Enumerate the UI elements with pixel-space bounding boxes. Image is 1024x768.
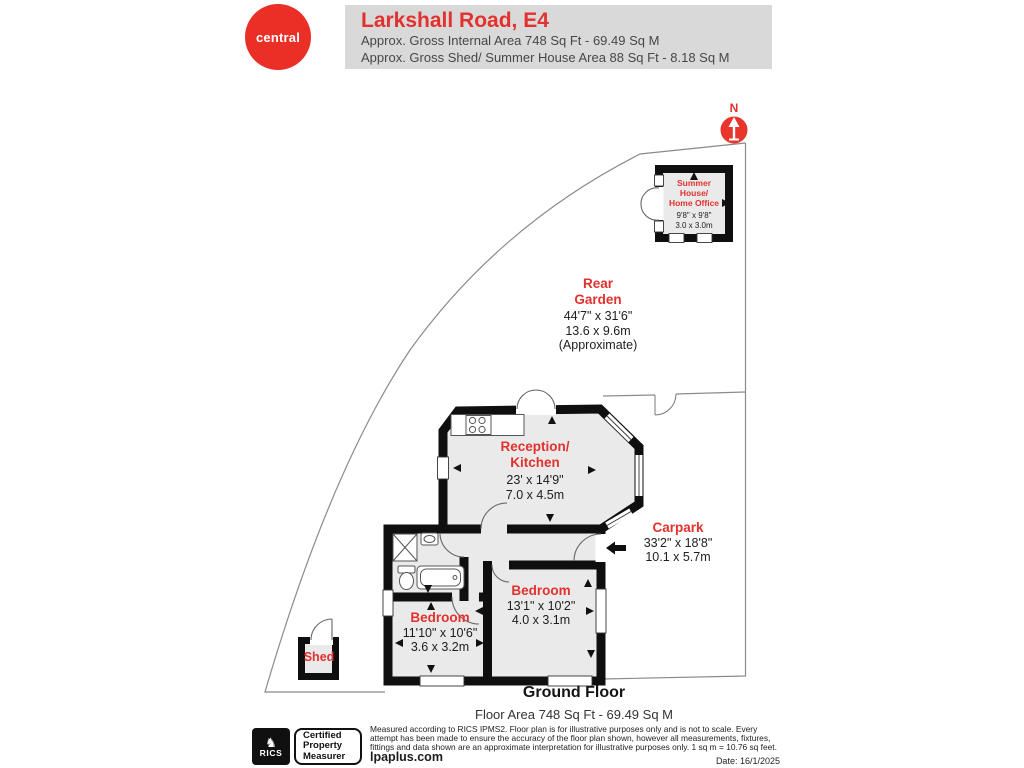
summer-house-window (697, 234, 712, 243)
header-logo (245, 4, 311, 70)
shed-door-gap (310, 635, 333, 645)
room-label-carpark: Carpark 33'2" x 18'8" 10.1 x 5.7m (643, 520, 713, 564)
certified-measurer-badge: Certified Property Measurer (294, 728, 362, 765)
summer-house-window (655, 221, 664, 232)
summer-house-window (655, 175, 664, 186)
rics-wordmark: RICS (259, 747, 283, 758)
date-text: Date: 16/1/2025 (715, 756, 780, 766)
area-line-2: Approx. Gross Shed/ Summer House Area 88 Sq Ft - 8.18 Sq M (361, 49, 730, 65)
toilet-icon (398, 566, 415, 573)
floor-area-text: Floor Area 748 Sq Ft - 69.49 Sq M (475, 707, 673, 722)
website-text: lpaplus.com (370, 750, 443, 764)
entrance-door-gap (596, 534, 607, 562)
page-title: Larkshall Road, E4 (361, 9, 549, 32)
kitchen-counter (451, 415, 524, 436)
rics-logo (252, 728, 290, 765)
disclaimer-text: Measured according to RICS IPMS2. Floor plan is for illustrative purposes only and is not to scale. Every attempt has been made to ensure the accuracy of the floor plan shown, however all measurements, fixtures, fittings and data shown are an approximate interpretation for illustrative purposes only. 1 sq m = 10.76 sq feet. (370, 724, 777, 752)
room-label-rear-garden: Rear Garden 44'7" x 31'6" 13.6 x 9.6m (Approximate) (558, 276, 638, 352)
room-label-bedroom-left: Bedroom 11'10" x 10'6" 3.6 x 3.2m (402, 610, 478, 654)
ground-floor-title: Ground Floor (522, 684, 626, 701)
compass-label: N (729, 101, 739, 115)
rics-lion-icon: ♞ (265, 734, 277, 750)
summer-house-window (669, 234, 684, 243)
header (345, 5, 772, 69)
summer-house-door-gap (654, 187, 664, 220)
area-line-1: Approx. Gross Internal Area 748 Sq Ft - 69.49 Sq M (361, 33, 660, 48)
room-label-reception-kitchen: Reception/ Kitchen 23' x 14'9" 7.0 x 4.5m (500, 439, 570, 502)
room-label-bedroom-right: Bedroom 13'1" x 10'2" 4.0 x 3.1m (506, 583, 576, 627)
room-label-shed: Shed (303, 650, 335, 664)
french-door-gap (516, 402, 556, 415)
entrance-arrow-icon (606, 542, 626, 555)
north-arrow-icon (721, 117, 748, 144)
room-label-summer-house: Summer House/ Home Office 9'8" x 9'8" 3.0 x 3.0m (668, 178, 720, 230)
shed-structure (302, 619, 336, 677)
logo-wordmark: central (255, 29, 301, 45)
